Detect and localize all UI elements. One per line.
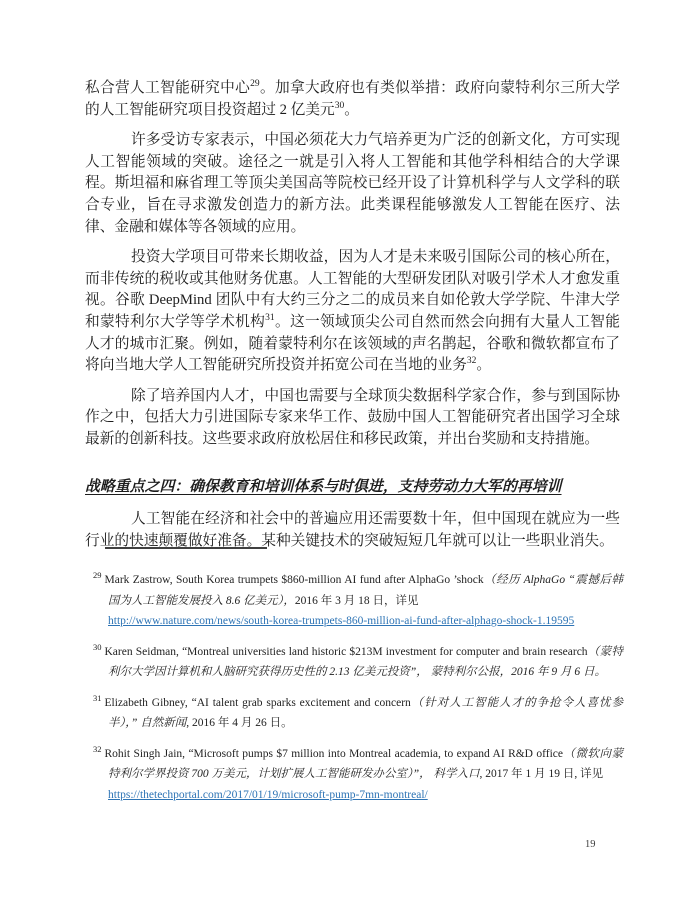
- footnote-32: [93, 744, 623, 806]
- footnote-separator: [105, 547, 267, 549]
- paragraph-2: 许多受访专家表示，中国必须花大力气培养更为广泛的创新文化，方可实现人工智能领域的突破。途径之一就是引入将人工智能和其他学科相结合的大学课程。斯坦福和麻省理工等顶尖美国高等院校已经开设了计算机科学与人文学科的联合专业，旨在寻求激发创造力的新方法。此类课程能够激发人工智能在医疗、法律、金融和媒体等各领域的应用。: [85, 132, 620, 235]
- body-content: [85, 78, 620, 561]
- footnote-31-citation: Elizabeth Gibney, “AI talent grab sparks excitement and concern: [104, 696, 411, 709]
- footnote-32-link[interactable]: https://thetechportal.com/2017/01/19/microsoft-pump-7mn-montreal/: [108, 788, 428, 801]
- paragraph-4: 除了培养国内人才，中国也需要与全球顶尖数据科学家合作，参与到国际协作之中，包括大力引进国际专家来华工作、鼓励中国人工智能研究者出国学习全球最新的创新科技。这些要求政府放松居住和移民政策，并出台奖励和支持措施。: [85, 387, 620, 447]
- footnote-ref-30: 30: [334, 100, 345, 111]
- footnotes-section: [93, 547, 623, 815]
- paragraph-3-text-c: 。: [476, 357, 492, 374]
- footnote-31: [93, 693, 623, 734]
- footnote-29: [93, 570, 623, 632]
- footnote-30-citation: Karen Seidman, “Montreal universities land historic $213M investment for computer and brain research: [104, 645, 588, 658]
- footnote-31-number: 31: [93, 692, 102, 703]
- footnote-30-translation: （蒙特利尔大学因计算机和人脑研究获得历史性的 2.13 亿美元投资”， 蒙特利尔公报，2016 年 9 月 6 日。: [108, 645, 623, 678]
- footnote-32-date: , 2017 年 1 月 19 日, 详见: [479, 768, 604, 780]
- footnote-ref-29: 29: [250, 79, 260, 90]
- footnote-29-link[interactable]: http://www.nature.com/news/south-korea-trumpets-860-million-ai-fund-after-alphago-shock-1.19595: [108, 615, 575, 627]
- footnote-32-citation: Rohit Singh Jain, “Microsoft pumps $7 million into Montreal academia, to expand AI R&D office: [104, 747, 563, 760]
- footnote-29-link-line: [108, 611, 623, 632]
- paragraph-1: [85, 78, 620, 121]
- footnote-32-link-line: [108, 785, 623, 806]
- paragraph-3-text-a: 投资大学项目可带来长期收益，因为人才是未来吸引国际公司的核心所在，而非传统的税收或其他财务优惠。人工智能的大型研发团队对吸引学术人才愈发重视。谷歌 DeepMind 团队中有大约三分之二的成员来自如伦敦大学学院、牛津大学和蒙特利尔大学等学术机构: [85, 249, 620, 330]
- footnote-30: [93, 642, 623, 683]
- footnote-29-date: 2016 年 3 月 18 日，详见: [294, 594, 419, 607]
- paragraph-1-text-c: 。: [344, 101, 359, 118]
- footnote-29-number: 29: [93, 570, 102, 581]
- paragraph-5: 人工智能在经济和社会中的普遍应用还需要数十年，但中国现在就应为一些行业的快速颠覆做好准备。某种关键技术的突破短短几年就可以让一些职业消失。: [85, 511, 620, 549]
- footnote-29-translation: （经历 AlphaGo “震撼后韩国为人工智能发展投入 8.6 亿美元），: [108, 574, 623, 607]
- paragraph-3-text-b: 。这一领域顶尖公司自然而然会向拥有大量人工智能人才的城市汇聚。例如，随着蒙特利尔在该领域的声名鹊起，谷歌和微软都宣布了将向当地大学人工智能研究所投资并拓宽公司在当地的业务: [85, 313, 620, 374]
- paragraph-1-text-a: 私合营人工智能研究中心: [85, 80, 251, 96]
- section-heading: 战略重点之四：确保教育和培训体系与时俱进，支持劳动力大军的再培训: [85, 478, 562, 495]
- footnote-31-translation: （针对人工智能人才的争抢令人喜忧参半），” 自然新闻: [108, 696, 624, 729]
- page-number: 19: [585, 839, 596, 850]
- footnote-ref-32: 32: [466, 356, 477, 367]
- footnote-32-translation: （微软向蒙特利尔学界投资 700 万美元，计划扩展人工智能研发办公室）”， 科学入口: [108, 747, 624, 780]
- paragraph-3: [85, 247, 620, 377]
- paragraph-1-text-b: 。加拿大政府也有类似举措：政府向蒙特利尔三所大学的人工智能研究项目投资超过 2 亿美元: [85, 80, 620, 118]
- footnote-31-date: , 2016 年 4 月 26 日。: [186, 717, 293, 729]
- footnote-30-number: 30: [93, 641, 102, 652]
- footnote-ref-31: 31: [265, 313, 275, 324]
- footnote-29-citation: Mark Zastrow, South Korea trumpets $860-million AI fund after AlphaGo ’shock: [104, 574, 484, 586]
- footnote-32-number: 32: [93, 743, 102, 754]
